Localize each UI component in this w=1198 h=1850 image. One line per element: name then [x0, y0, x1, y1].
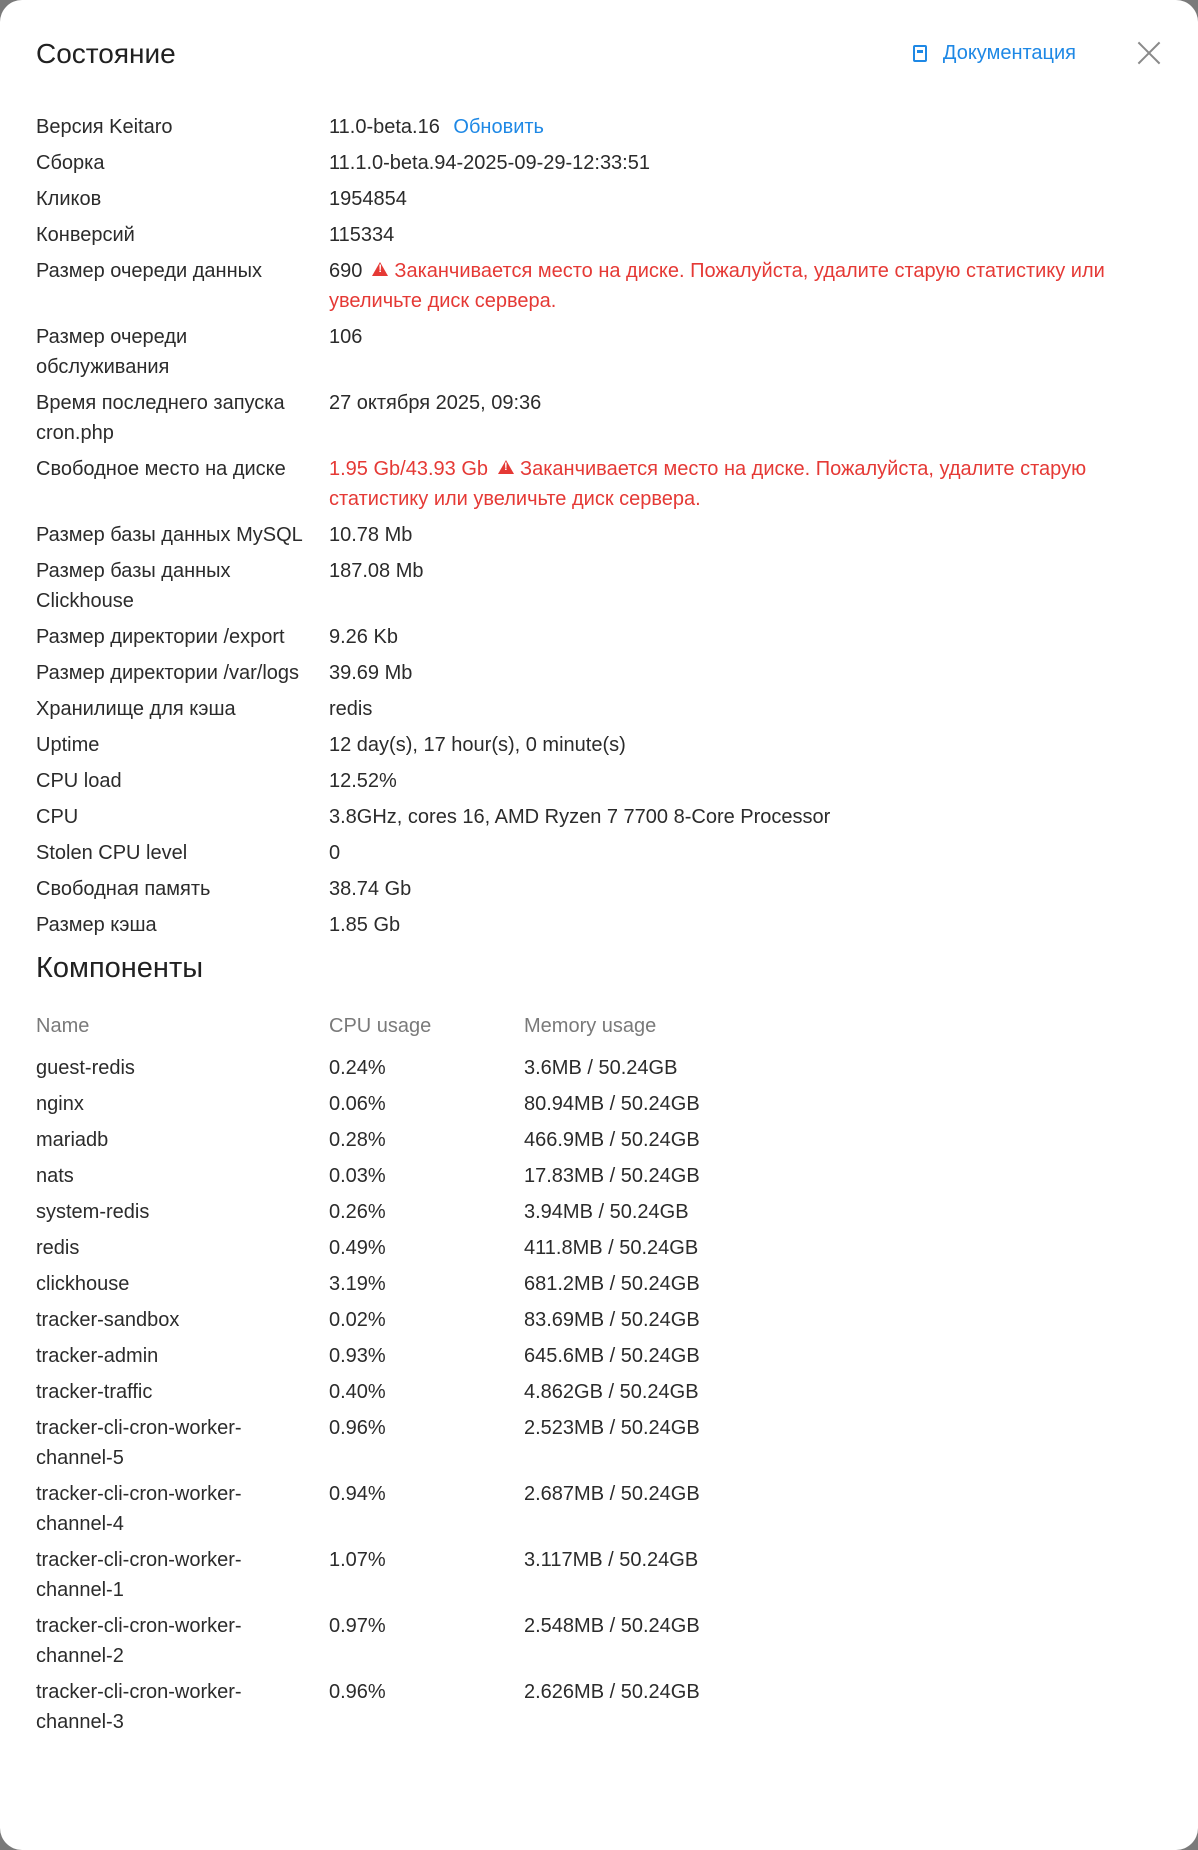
- info-value: 11.0-beta.16: [329, 116, 440, 138]
- components-header: [36, 1011, 1162, 1041]
- component-row: [36, 1053, 1162, 1083]
- info-row-cron-time: [36, 388, 1162, 448]
- component-row: [36, 1233, 1162, 1263]
- component-name: tracker-traffic: [36, 1381, 153, 1403]
- component-name: system-redis: [36, 1201, 150, 1223]
- component-row: [36, 1377, 1162, 1407]
- component-name: tracker-admin: [36, 1345, 159, 1367]
- component-memory: 17.83MB / 50.24GB: [524, 1165, 700, 1187]
- component-memory: 681.2MB / 50.24GB: [524, 1273, 700, 1295]
- info-label: Stolen CPU level: [36, 842, 188, 864]
- info-row-version: [36, 112, 1162, 142]
- info-label: CPU load: [36, 770, 122, 792]
- component-cpu: 0.28%: [329, 1129, 386, 1151]
- modal-title: Состояние: [36, 38, 176, 69]
- info-label: Свободная память: [36, 878, 211, 900]
- info-row-service-queue: [36, 322, 1162, 382]
- info-value: redis: [329, 698, 373, 720]
- info-row-data-queue: [36, 256, 1162, 316]
- component-cpu: 0.97%: [329, 1615, 386, 1637]
- info-row-conversions: [36, 220, 1162, 250]
- update-link[interactable]: Обновить: [453, 116, 544, 138]
- component-memory: 2.687MB / 50.24GB: [524, 1483, 700, 1505]
- info-value: 1.85 Gb: [329, 914, 401, 936]
- component-row: [36, 1545, 1162, 1605]
- component-memory: 645.6MB / 50.24GB: [524, 1345, 700, 1367]
- info-value: 38.74 Gb: [329, 878, 412, 900]
- column-name: Name: [36, 1015, 90, 1037]
- info-row-clickhouse-size: [36, 556, 1162, 616]
- info-value: 11.1.0-beta.94-2025-09-29-12:33:51: [329, 152, 650, 174]
- info-label: Размер директории /export: [36, 626, 285, 648]
- component-name: tracker-cli-cron-worker-channel-3: [36, 1681, 242, 1733]
- info-label: Кликов: [36, 188, 102, 210]
- component-cpu: 1.07%: [329, 1549, 386, 1571]
- book-icon: [913, 45, 927, 62]
- components-title: Компоненты: [36, 952, 204, 984]
- component-cpu: 0.03%: [329, 1165, 386, 1187]
- info-value: 0: [329, 842, 341, 864]
- component-memory: 2.548MB / 50.24GB: [524, 1615, 700, 1637]
- info-label: Хранилище для кэша: [36, 698, 236, 720]
- info-label: Uptime: [36, 734, 100, 756]
- component-cpu: 0.40%: [329, 1381, 386, 1403]
- info-row-clicks: [36, 184, 1162, 214]
- info-value: 39.69 Mb: [329, 662, 413, 684]
- info-label: Размер базы данных MySQL: [36, 524, 303, 546]
- info-row-free-memory: [36, 874, 1162, 904]
- modal-header: [36, 0, 1162, 112]
- component-name: tracker-sandbox: [36, 1309, 180, 1331]
- component-name: tracker-cli-cron-worker-channel-5: [36, 1417, 242, 1469]
- component-row: [36, 1269, 1162, 1299]
- component-row: [36, 1677, 1162, 1737]
- component-cpu: 0.49%: [329, 1237, 386, 1259]
- warning-icon: [372, 262, 388, 276]
- documentation-link[interactable]: [913, 42, 1076, 65]
- info-row-export-dir: [36, 622, 1162, 652]
- disk-warning-text: Заканчивается место на диске. Пожалуйста, удалите старую статистику или увеличьте диск сервера.: [329, 458, 1087, 510]
- component-memory: 411.8MB / 50.24GB: [524, 1237, 699, 1259]
- component-memory: 4.862GB / 50.24GB: [524, 1381, 699, 1403]
- component-cpu: 0.26%: [329, 1201, 386, 1223]
- info-label: Версия Keitaro: [36, 116, 173, 138]
- info-value: 12 day(s), 17 hour(s), 0 minute(s): [329, 734, 626, 756]
- component-name: tracker-cli-cron-worker-channel-4: [36, 1483, 242, 1535]
- info-row-stolen-cpu: [36, 838, 1162, 868]
- info-value: 27 октября 2025, 09:36: [329, 392, 542, 414]
- info-label: Конверсий: [36, 224, 135, 246]
- info-row-cache-storage: [36, 694, 1162, 724]
- info-label: CPU: [36, 806, 79, 828]
- component-cpu: 0.93%: [329, 1345, 386, 1367]
- component-memory: 80.94MB / 50.24GB: [524, 1093, 700, 1115]
- info-label: Размер директории /var/logs: [36, 662, 300, 684]
- component-memory: 2.523MB / 50.24GB: [524, 1417, 700, 1439]
- info-list: [36, 112, 1162, 940]
- info-label: Размер кэша: [36, 914, 157, 936]
- component-name: tracker-cli-cron-worker-channel-1: [36, 1549, 242, 1601]
- component-cpu: 0.96%: [329, 1681, 386, 1703]
- component-memory: 83.69MB / 50.24GB: [524, 1309, 700, 1331]
- close-icon[interactable]: [1136, 40, 1162, 66]
- component-cpu: 0.06%: [329, 1093, 386, 1115]
- warning-icon: [498, 460, 514, 474]
- info-value: 106: [329, 326, 363, 348]
- component-name: guest-redis: [36, 1057, 135, 1079]
- info-row-cpu: [36, 802, 1162, 832]
- info-value: 1.95 Gb/43.93 Gb: [329, 458, 489, 480]
- documentation-label: Документация: [942, 42, 1076, 64]
- info-value: 115334: [329, 224, 395, 246]
- component-cpu: 3.19%: [329, 1273, 386, 1295]
- component-row: [36, 1413, 1162, 1473]
- info-value: 690: [329, 260, 363, 282]
- component-memory: 466.9MB / 50.24GB: [524, 1129, 700, 1151]
- component-row: [36, 1161, 1162, 1191]
- info-row-uptime: [36, 730, 1162, 760]
- info-value: 12.52%: [329, 770, 397, 792]
- info-row-logs-dir: [36, 658, 1162, 688]
- info-label: Размер очереди данных: [36, 260, 262, 282]
- components-rows: [36, 1053, 1162, 1737]
- info-label: Время последнего запуска cron.php: [36, 392, 285, 444]
- component-row: [36, 1089, 1162, 1119]
- component-memory: 3.94MB / 50.24GB: [524, 1201, 689, 1223]
- component-name: clickhouse: [36, 1273, 130, 1295]
- component-name: nats: [36, 1165, 74, 1187]
- component-row: [36, 1197, 1162, 1227]
- info-value: 10.78 Mb: [329, 524, 413, 546]
- component-name: nginx: [36, 1093, 84, 1115]
- info-row-build: [36, 148, 1162, 178]
- info-label: Размер очереди обслуживания: [36, 326, 188, 378]
- info-value: 1954854: [329, 188, 407, 210]
- component-cpu: 0.02%: [329, 1309, 386, 1331]
- component-row: [36, 1341, 1162, 1371]
- component-row: [36, 1305, 1162, 1335]
- info-value: 3.8GHz, cores 16, AMD Ryzen 7 7700 8-Core Processor: [329, 806, 831, 828]
- component-name: redis: [36, 1237, 80, 1259]
- component-name: tracker-cli-cron-worker-channel-2: [36, 1615, 242, 1667]
- component-memory: 2.626MB / 50.24GB: [524, 1681, 700, 1703]
- component-row: [36, 1479, 1162, 1539]
- component-cpu: 0.94%: [329, 1483, 386, 1505]
- component-name: mariadb: [36, 1129, 109, 1151]
- info-label: Сборка: [36, 152, 105, 174]
- info-row-free-disk: [36, 454, 1162, 514]
- column-cpu: CPU usage: [329, 1015, 432, 1037]
- info-value: 9.26 Kb: [329, 626, 398, 648]
- info-row-cache-size: [36, 910, 1162, 940]
- component-row: [36, 1611, 1162, 1671]
- component-memory: 3.117MB / 50.24GB: [524, 1549, 699, 1571]
- info-value: 187.08 Mb: [329, 560, 424, 582]
- component-cpu: 0.24%: [329, 1057, 386, 1079]
- column-memory: Memory usage: [524, 1015, 657, 1037]
- component-cpu: 0.96%: [329, 1417, 386, 1439]
- info-label: Размер базы данных Clickhouse: [36, 560, 231, 612]
- components-table: [36, 1011, 1162, 1737]
- disk-warning-text: Заканчивается место на диске. Пожалуйста, удалите старую статистику или увеличьте диск сервера.: [329, 260, 1105, 312]
- info-row-mysql-size: [36, 520, 1162, 550]
- component-memory: 3.6MB / 50.24GB: [524, 1057, 678, 1079]
- info-row-cpu-load: [36, 766, 1162, 796]
- component-row: [36, 1125, 1162, 1155]
- info-label: Свободное место на диске: [36, 458, 286, 480]
